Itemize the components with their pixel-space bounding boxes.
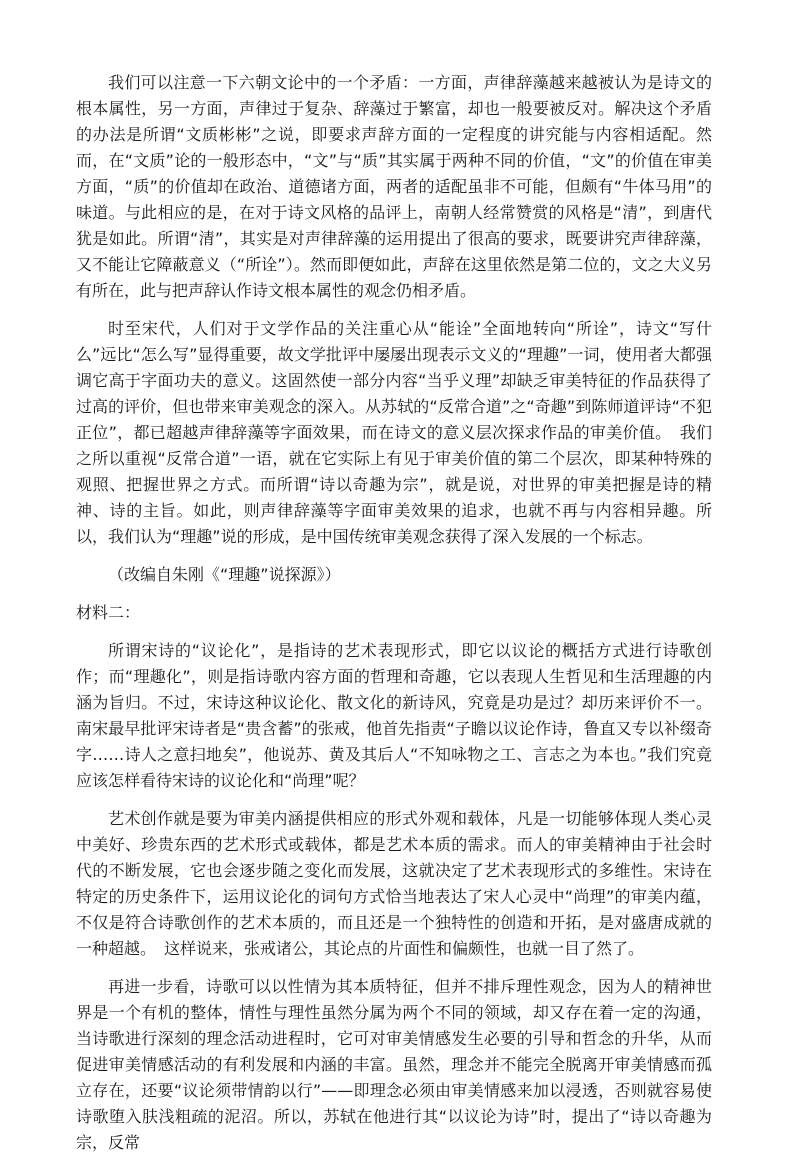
source-citation: （改编自朱刚《“理趣”说探源》） [108,565,341,584]
body-paragraph: 再进一步看，诗歌可以以性情为其本质特征，但并不排斥理性观念，因为人的精神世界是一个有机的整体，情性与理性虽然分属为两个不同的领域，却又存在着一定的沟通，当诗歌进行深刻的理念活动进程时，它可对审美情感发生必要的引导和哲念的升华，从而促进审美情感活动的有利发展和内涵的丰富。虽然，理念并不能完全脱离开审美情感而孤立存在，还要“议论须带情韵以行”——即理念必须由审美情感来加以浸透，否则就容易使诗歌堕入肤浅粗疏的泥沼。所以，苏轼在他进行其“以议论为诗”时，提出了“诗以奇趣为宗，反常 [76,977,712,1152]
body-paragraph: 所谓宋诗的“议论化”，是指诗的艺术表现形式，即它以议论的概括方式进行诗歌创作；而“理趣化”，则是指诗歌内容方面的哲理和奇趣，它以表现人生哲见和生活理趣的内涵为旨归。不过，宋诗这种议论化、散文化的新诗风，究竟是功是过？却历来评价不一。南宋最早批评宋诗者是“贵含蓄”的张戒，他首先指责“子瞻以议论作诗，鲁直又专以补缀奇字……诗人之意扫地矣”，他说苏、黄及其后人“不知咏物之工、言志之为本也。”我们究竟应该怎样看待宋诗的议论化和“尚理”呢？ [76,641,712,790]
body-paragraph: 艺术创作就是要为审美内涵提供相应的形式外观和载体，凡是一切能够体现人类心灵中美好、珍贵东西的艺术形式或载体，都是艺术本质的需求。而人的审美精神由于社会时代的不断发展，它也会逐步随之变化而发展，这就决定了艺术表现形式的多维性。宋诗在特定的历史条件下，运用议论化的词句方式恰当地表达了宋人心灵中“尚理”的审美内蕴，不仅是符合诗歌创作的艺术本质的，而且还是一个独特性的创造和开拓，是对盛唐成就的一种超越。 这样说来，张戒诸公，其论点的片面性和偏颇性，也就一目了然了。 [76,809,712,958]
body-paragraph: 我们可以注意一下六朝文论中的一个矛盾：一方面，声律辞藻越来越被认为是诗文的根本属性，另一方面，声律过于复杂、辞藻过于繁富，却也一般要被反对。解决这个矛盾的办法是所谓“文质彬彬”之说，即要求声辞方面的一定程度的讲究能与内容相适配。然而，在“文质”论的一般形态中，“文”与“质”其实属于两种不同的价值，“文”的价值在审美方面，“质”的价值却在政治、道德诸方面，两者的适配虽非不可能，但颇有“牛体马用”的味道。与此相应的是，在对于诗文风格的品评上，南朝人经常赞赏的风格是“清”，到唐代犹是如此。所谓“清”，其实是对声律辞藻的运用提出了很高的要求，既要讲究声律辞藻，又不能让它障蔽意义（“所诠”）。然而即便如此，声辞在这里依然是第二位的，文之大义另有所在，此与把声辞认作诗文根本属性的观念仍相矛盾。 [76,73,712,300]
section-heading: 材料二： [76,603,141,622]
body-paragraph: 时至宋代，人们对于文学作品的关注重心从“能诠”全面地转向“所诠”，诗文“写什么”远比“怎么写”显得重要，故文学批评中屡屡出现表示文义的“理趣”一词，使用者大都强调它高于字面功夫的意义。这固然使一部分内容“当乎义理”却缺乏审美特征的作品获得了过高的评价，但也带来审美观念的深入。从苏轼的“反常合道”之“奇趣”到陈师道评诗“不犯正位”，都已超越声律辞藻等字面效果，而在诗文的意义层次探求作品的审美价值。 我们之所以重视“反常合道”一语，就在它实际上有见于审美价值的第二个层次，即某种特殊的观照、把握世界之方式。而所谓“诗以奇趣为宗”，就是说，对世界的审美把握是诗的精神、诗的主旨。如此，则声律辞藻等字面审美效果的追求，也就不再与内容相异趣。所以，我们认为“理趣”说的形成，是中国传统审美观念获得了深入发展的一个标志。 [76,319,712,546]
